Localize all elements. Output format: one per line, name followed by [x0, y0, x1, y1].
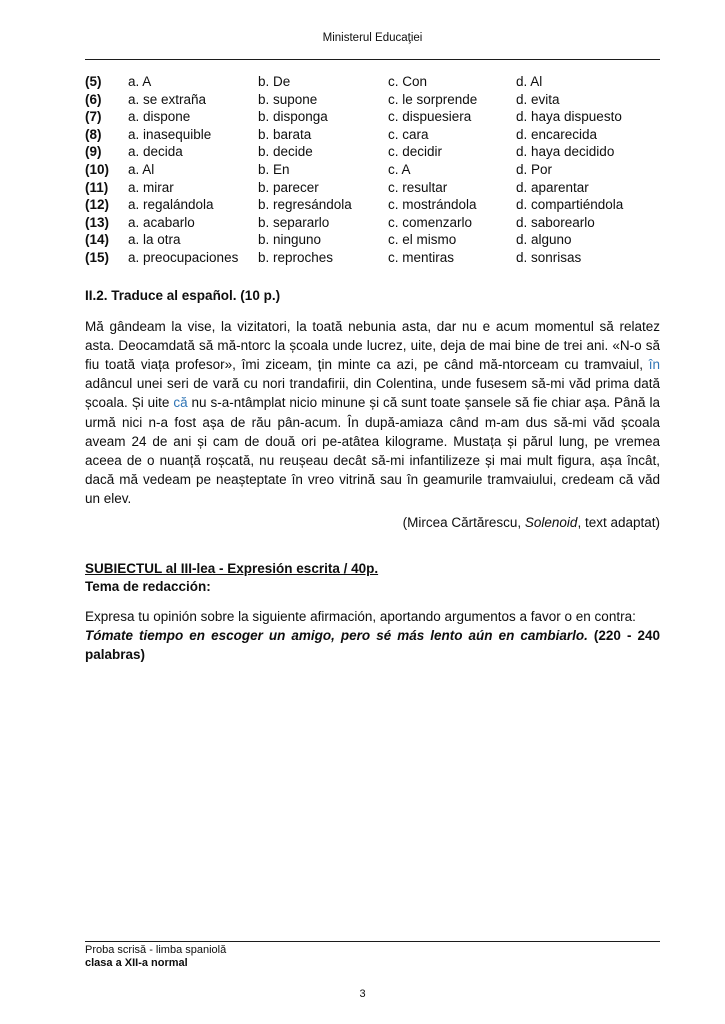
document-content — [85, 70, 660, 664]
question-number: (7) — [85, 109, 102, 125]
paragraph-text: nu s-a-ntâmplat nicio minune și că sunt toate șansele să fie chiar așa. Până la urmă nici n-a fost așa de rău pân-acum. În după-amiaza când m-am dus să-mi văd școala aveam 24 de ani și cam de două ori pe-atâtea kilograme. Mustața și părul lung, pe vremea aceea de o nuanță roșcată, nu reușeau decât să-mi infantilizeze și mai mult figura, așa încât, dacă mă vedeam pe neașteptate în vreo vitrină sau în geamurile tramvaiului, credeam că văd un elev. — [85, 395, 660, 507]
option-d: d. evita — [516, 91, 560, 107]
footer-exam-name: Proba scrisă - limba spaniolă — [85, 944, 227, 956]
option-a: a. acabarlo — [128, 214, 195, 230]
option-c: c. le sorprende — [388, 91, 478, 107]
question-number: (6) — [85, 91, 102, 107]
section-ii2-heading: II.2. Traduce al español. (10 p.) — [85, 287, 281, 303]
option-d: d. compartiéndola — [516, 197, 624, 213]
essay-task-paragraph — [85, 607, 660, 665]
highlighted-word: în — [648, 356, 660, 372]
option-d: d. aparentar — [516, 179, 589, 195]
option-b: b. parecer — [258, 179, 319, 195]
option-d: d. Por — [516, 161, 553, 177]
option-c: c. dispuesiera — [388, 109, 472, 125]
option-c: c. comenzarlo — [388, 214, 473, 230]
question-number: (13) — [85, 214, 110, 230]
attribution-author: (Mircea Cărtărescu, — [402, 514, 525, 530]
section-iii-subheading: Tema de redacción: — [85, 578, 211, 594]
essay-word-count: (220 - 240 palabras) — [85, 627, 660, 663]
option-c: c. resultar — [388, 179, 448, 195]
option-c: c. decidir — [388, 144, 443, 160]
option-b: b. supone — [258, 91, 318, 107]
highlighted-word: că — [173, 395, 188, 411]
option-a: a. A — [128, 74, 152, 89]
question-number: (11) — [85, 179, 109, 195]
option-d: d. sonrisas — [516, 249, 582, 265]
option-d: d. haya decidido — [516, 144, 615, 160]
option-b: b. reproches — [258, 249, 334, 265]
document-footer — [85, 941, 660, 970]
option-a: a. decida — [128, 144, 183, 160]
section-iii-heading: SUBIECTUL al III-lea - Expresión escrita / 40p. — [85, 560, 379, 576]
paragraph-text: adâncul unei seri de vară cu nori trandafirii, din Colentina, unde fusesem să-mi văd prima dată școala. Și uite — [85, 376, 660, 411]
header-divider — [85, 59, 660, 60]
option-b: b. disponga — [258, 109, 328, 125]
option-c: c. Con — [388, 74, 428, 89]
translation-source-paragraph — [85, 317, 660, 509]
option-a: a. la otra — [128, 232, 181, 248]
page-number: 3 — [359, 988, 366, 1000]
option-d: d. saborearlo — [516, 214, 595, 230]
attribution-suffix: , text adaptat) — [577, 514, 660, 530]
option-a: a. preocupaciones — [128, 249, 239, 265]
option-c: c. mentiras — [388, 249, 455, 265]
question-number: (8) — [85, 126, 102, 142]
option-d: d. Al — [516, 74, 543, 89]
option-d: d. encarecida — [516, 126, 598, 142]
option-b: b. decide — [258, 144, 313, 160]
document-header-title: Ministerul Educaţiei — [322, 32, 423, 44]
option-b: b. barata — [258, 126, 312, 142]
option-a: a. inasequible — [128, 126, 212, 142]
source-attribution — [85, 513, 660, 532]
option-b: b. regresándola — [258, 197, 352, 213]
option-d: d. alguno — [516, 232, 572, 248]
paragraph-text: Mă gândeam la vise, la vizitatori, la toată nebunia asta, dar nu e acum momentul să relatez asta. Deocamdată să mă-ntorc la școala unde lucrez, uite, deja de mai bine de trei ani. «N-o să fiu toată viața profesor», îmi ziceam, țin minte ca azi, pe când mă-ntorceam cu tramvaiul, — [85, 318, 660, 372]
essay-instruction: Expresa tu opinión sobre la siguiente afirmación, aportando argumentos a favor o en contra: — [85, 608, 636, 624]
essay-quote: Tómate tiempo en escoger un amigo, pero sé más lento aún en cambiarlo. — [85, 627, 588, 643]
option-b: b. separarlo — [258, 214, 330, 230]
option-c: c. el mismo — [388, 232, 457, 248]
multiple-choice-table — [85, 73, 660, 267]
question-number: (5) — [85, 74, 102, 89]
option-b: b. En — [258, 161, 290, 177]
option-a: a. Al — [128, 161, 155, 177]
option-a: a. mirar — [128, 179, 174, 195]
option-a: a. dispone — [128, 109, 191, 125]
option-a: a. regalándola — [128, 197, 214, 213]
question-number: (12) — [85, 197, 110, 213]
option-b: b. De — [258, 74, 291, 89]
attribution-work-title: Solenoid — [524, 514, 578, 530]
question-number: (15) — [85, 249, 110, 265]
question-number: (10) — [85, 161, 110, 177]
option-c: c. mostrándola — [388, 197, 477, 213]
option-c: c. A — [388, 161, 411, 177]
option-b: b. ninguno — [258, 232, 322, 248]
option-a: a. se extraña — [128, 91, 207, 107]
option-d: d. haya dispuesto — [516, 109, 622, 125]
question-number: (14) — [85, 232, 110, 248]
question-number: (9) — [85, 144, 102, 160]
footer-class-info: clasa a XII-a normal — [85, 957, 188, 969]
option-c: c. cara — [388, 126, 429, 142]
